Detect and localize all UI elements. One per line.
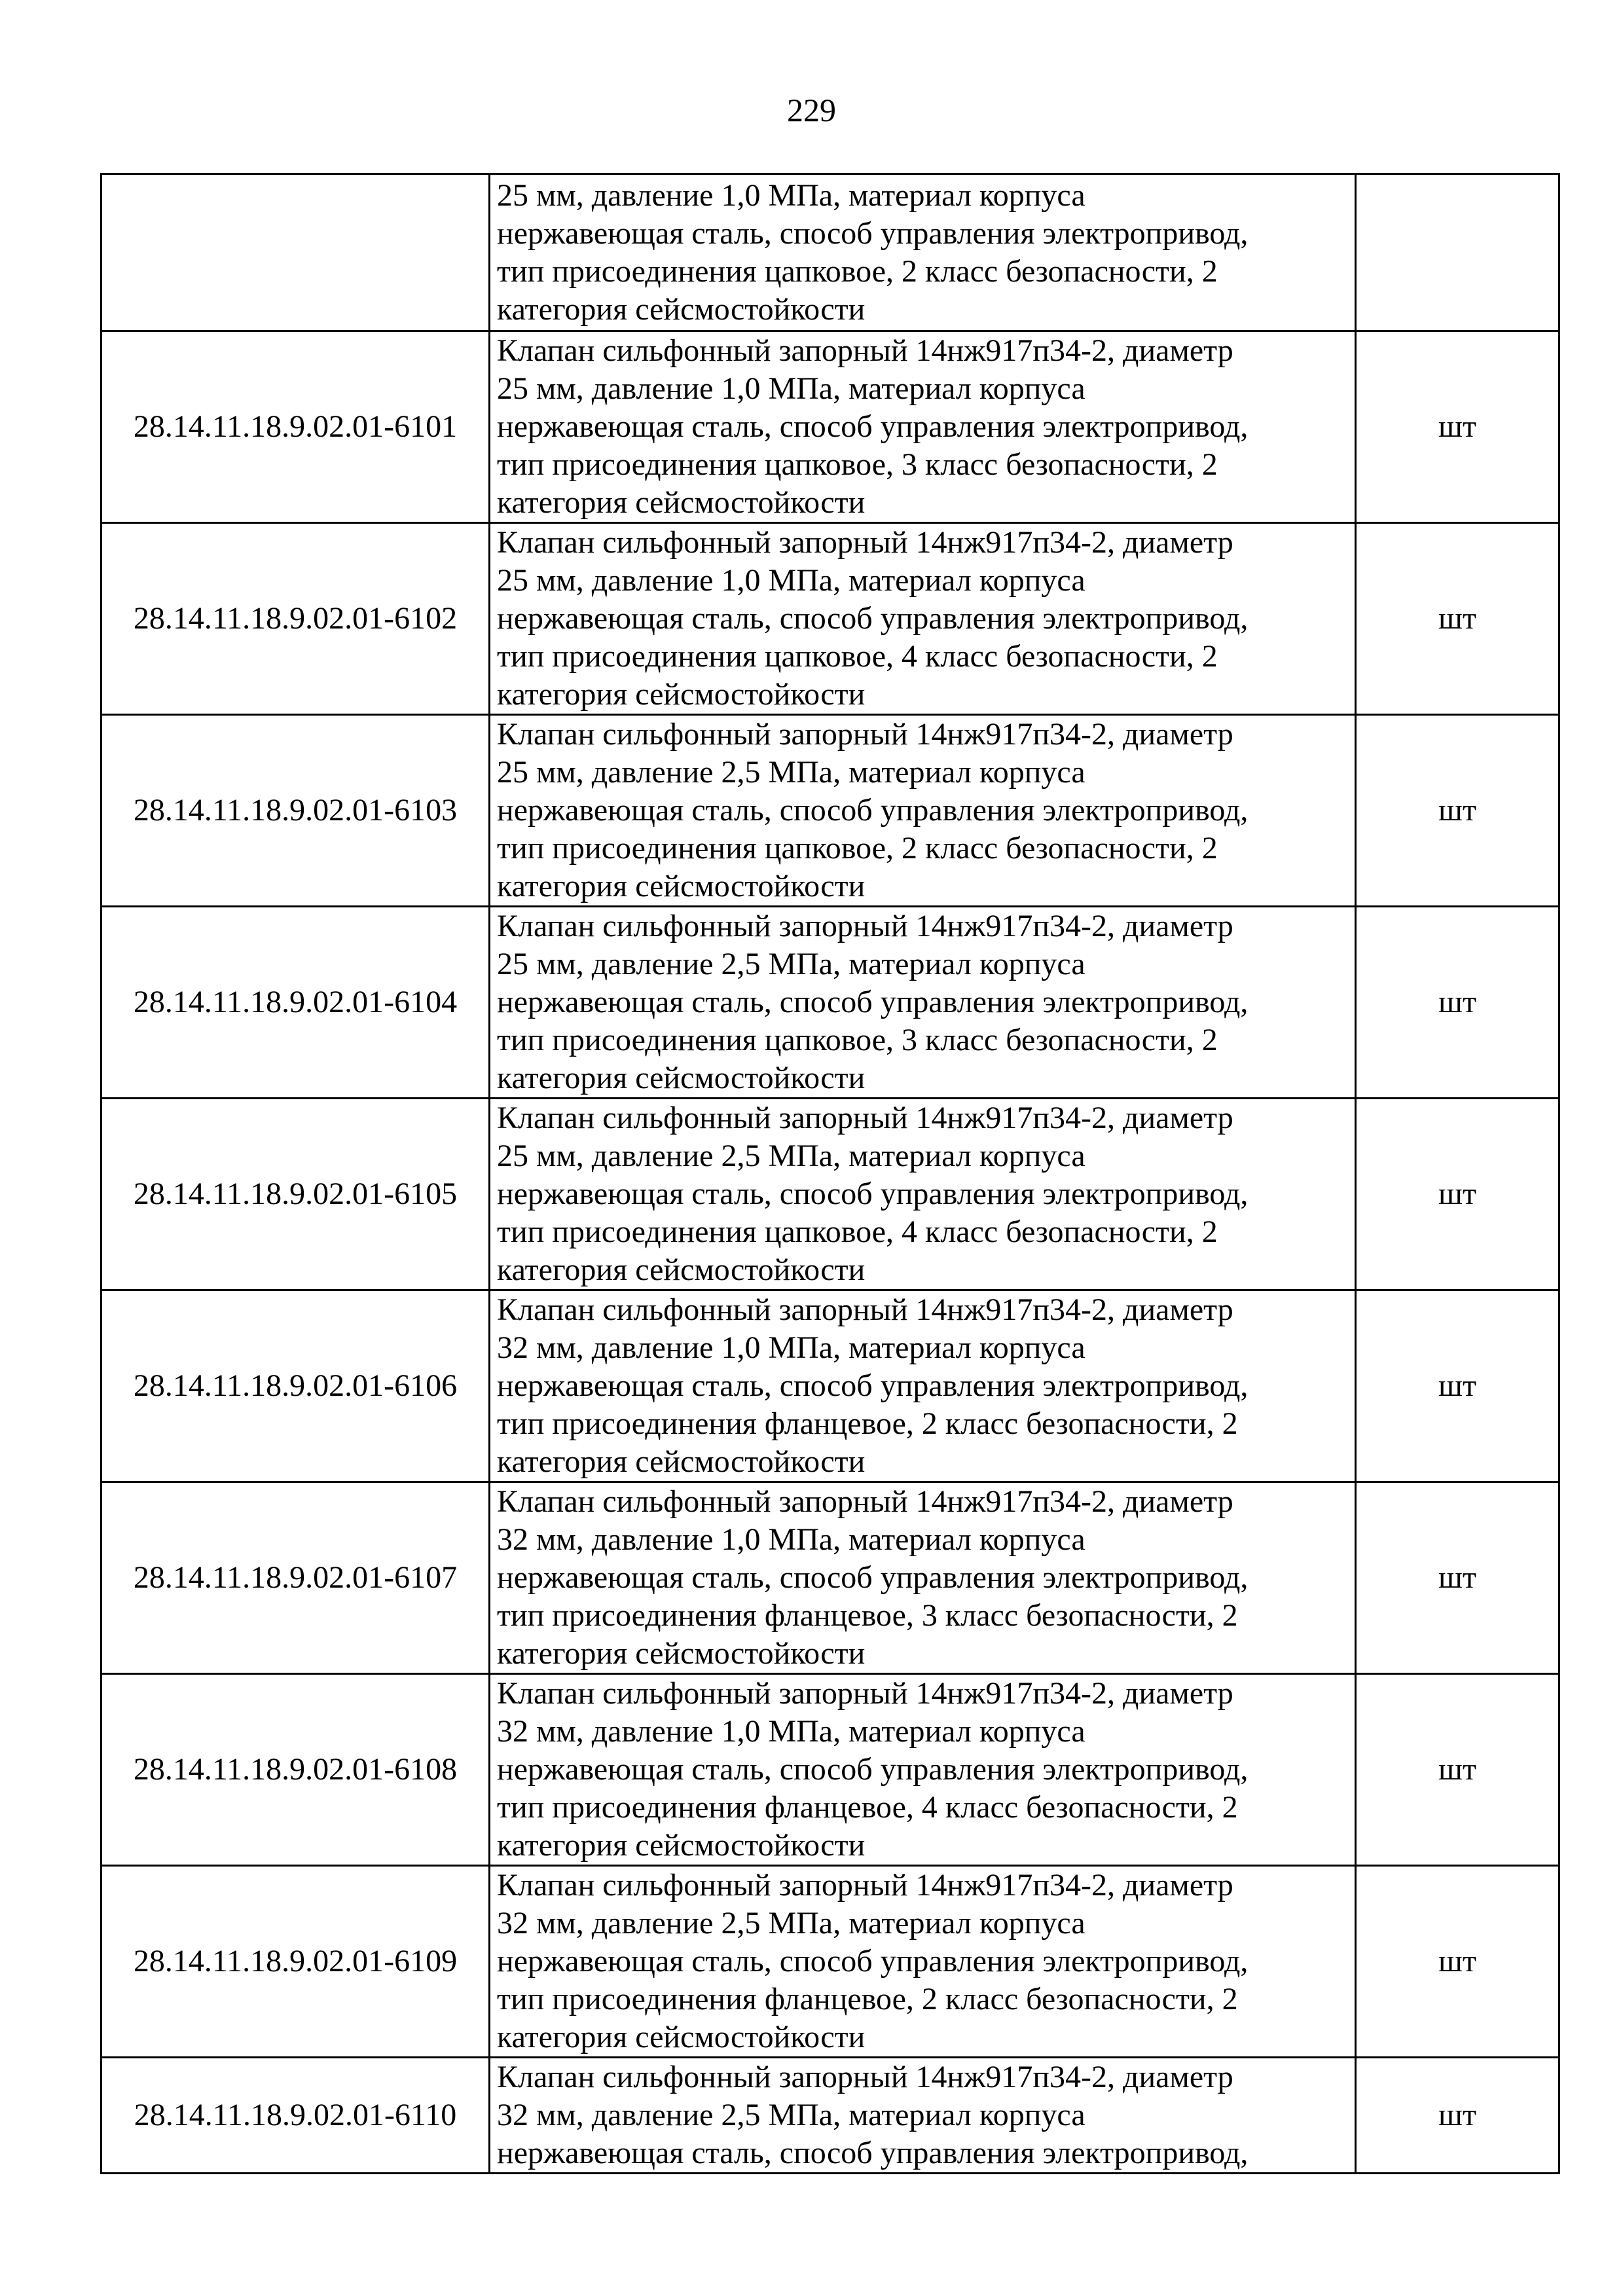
resource-code: 28.14.11.18.9.02.01-6107	[101, 1482, 490, 1674]
resource-description: Клапан сильфонный запорный 14нж917п34-2, диаметр 25 мм, давление 1,0 МПа, материал корпуса нержавеющая сталь, способ управления электропривод, тип присоединения цапковое, 4 класс безопасности, 2 категория сейсмостойкости	[490, 523, 1356, 715]
table-row	[101, 174, 1559, 331]
resource-description: Клапан сильфонный запорный 14нж917п34-2, диаметр 25 мм, давление 2,5 МПа, материал корпуса нержавеющая сталь, способ управления электропривод, тип присоединения цапковое, 4 класс безопасности, 2 категория сейсмостойкости	[490, 1099, 1356, 1290]
unit-of-measure: шт	[1356, 1674, 1559, 1866]
resource-description: Клапан сильфонный запорный 14нж917п34-2, диаметр 25 мм, давление 1,0 МПа, материал корпуса нержавеющая сталь, способ управления электропривод, тип присоединения цапковое, 3 класс безопасности, 2 категория сейсмостойкости	[490, 331, 1356, 523]
resource-table	[100, 173, 1560, 2174]
unit-of-measure: шт	[1356, 715, 1559, 907]
unit-of-measure: шт	[1356, 2058, 1559, 2174]
resource-description: 25 мм, давление 1,0 МПа, материал корпуса нержавеющая сталь, способ управления электропривод, тип присоединения цапковое, 2 класс безопасности, 2 категория сейсмостойкости	[490, 174, 1356, 331]
unit-of-measure: шт	[1356, 1866, 1559, 2058]
resource-description: Клапан сильфонный запорный 14нж917п34-2, диаметр 25 мм, давление 2,5 МПа, материал корпуса нержавеющая сталь, способ управления электропривод, тип присоединения цапковое, 3 класс безопасности, 2 категория сейсмостойкости	[490, 907, 1356, 1099]
unit-of-measure: шт	[1356, 523, 1559, 715]
unit-of-measure: шт	[1356, 1290, 1559, 1482]
resource-code: 28.14.11.18.9.02.01-6108	[101, 1674, 490, 1866]
resource-description: Клапан сильфонный запорный 14нж917п34-2, диаметр 32 мм, давление 2,5 МПа, материал корпуса нержавеющая сталь, способ управления электропривод, тип присоединения фланцевое, 2 класс безопасности, 2 категория сейсмостойкости	[490, 1866, 1356, 2058]
resource-code: 28.14.11.18.9.02.01-6106	[101, 1290, 490, 1482]
resource-description: Клапан сильфонный запорный 14нж917п34-2, диаметр 25 мм, давление 2,5 МПа, материал корпуса нержавеющая сталь, способ управления электропривод, тип присоединения цапковое, 2 класс безопасности, 2 категория сейсмостойкости	[490, 715, 1356, 907]
table-row	[101, 715, 1559, 907]
table-row	[101, 1674, 1559, 1866]
table-row	[101, 1482, 1559, 1674]
unit-of-measure	[1356, 174, 1559, 331]
resource-description: Клапан сильфонный запорный 14нж917п34-2, диаметр 32 мм, давление 1,0 МПа, материал корпуса нержавеющая сталь, способ управления электропривод, тип присоединения фланцевое, 4 класс безопасности, 2 категория сейсмостойкости	[490, 1674, 1356, 1866]
unit-of-measure: шт	[1356, 1099, 1559, 1290]
table-row	[101, 907, 1559, 1099]
unit-of-measure: шт	[1356, 1482, 1559, 1674]
resource-description: Клапан сильфонный запорный 14нж917п34-2, диаметр 32 мм, давление 1,0 МПа, материал корпуса нержавеющая сталь, способ управления электропривод, тип присоединения фланцевое, 2 класс безопасности, 2 категория сейсмостойкости	[490, 1290, 1356, 1482]
table-row	[101, 1290, 1559, 1482]
resource-code: 28.14.11.18.9.02.01-6103	[101, 715, 490, 907]
resource-code: 28.14.11.18.9.02.01-6110	[101, 2058, 490, 2174]
table-row	[101, 331, 1559, 523]
unit-of-measure: шт	[1356, 907, 1559, 1099]
resource-code: 28.14.11.18.9.02.01-6109	[101, 1866, 490, 2058]
page-number: 229	[787, 92, 836, 128]
resource-code: 28.14.11.18.9.02.01-6101	[101, 331, 490, 523]
resource-code	[101, 174, 490, 331]
unit-of-measure: шт	[1356, 331, 1559, 523]
resource-code: 28.14.11.18.9.02.01-6102	[101, 523, 490, 715]
resource-code: 28.14.11.18.9.02.01-6105	[101, 1099, 490, 1290]
resource-code: 28.14.11.18.9.02.01-6104	[101, 907, 490, 1099]
table-row	[101, 1099, 1559, 1290]
table-row	[101, 2058, 1559, 2174]
resource-description: Клапан сильфонный запорный 14нж917п34-2, диаметр 32 мм, давление 2,5 МПа, материал корпуса нержавеющая сталь, способ управления электропривод,	[490, 2058, 1356, 2174]
table-row	[101, 1866, 1559, 2058]
table-row	[101, 523, 1559, 715]
resource-description: Клапан сильфонный запорный 14нж917п34-2, диаметр 32 мм, давление 1,0 МПа, материал корпуса нержавеющая сталь, способ управления электропривод, тип присоединения фланцевое, 3 класс безопасности, 2 категория сейсмостойкости	[490, 1482, 1356, 1674]
